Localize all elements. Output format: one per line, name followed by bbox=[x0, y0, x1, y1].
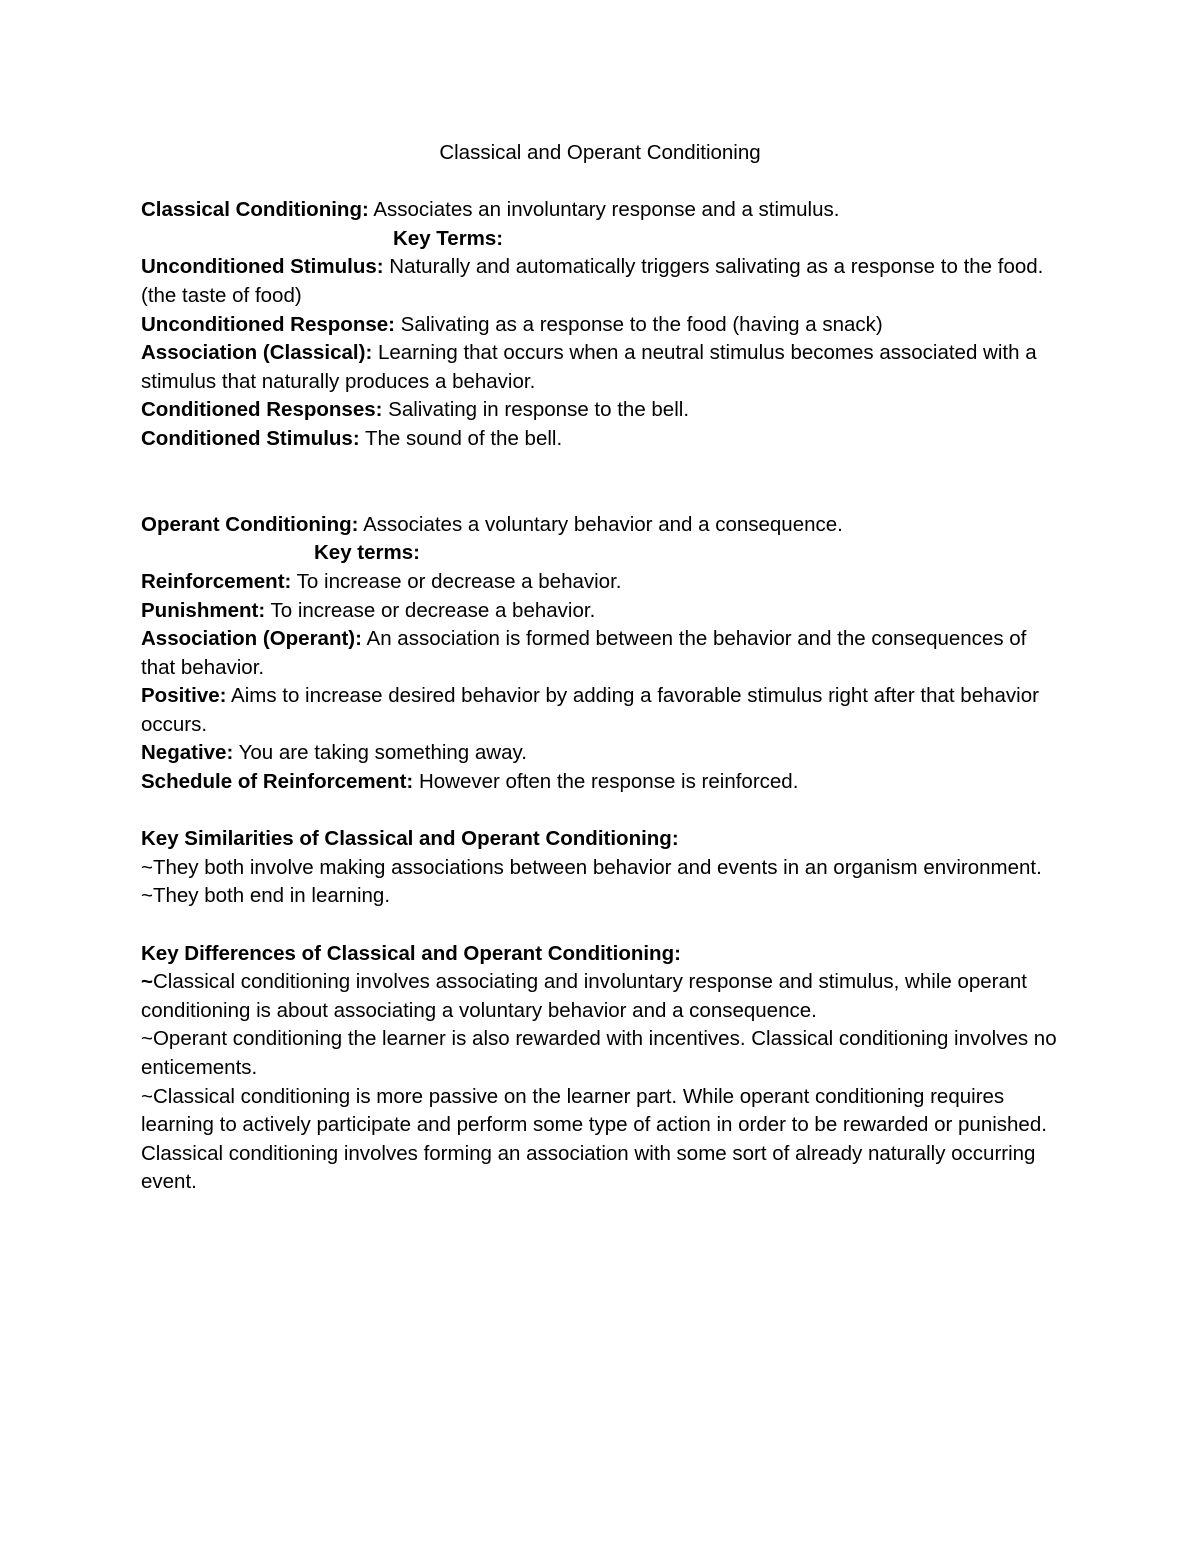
similarity-item: ~They both end in learning. bbox=[141, 884, 391, 908]
term-definition: Salivating in response to the bell. bbox=[382, 398, 690, 422]
term-label: Schedule of Reinforcement: bbox=[141, 770, 414, 794]
operant-key-terms-heading: Key terms: bbox=[314, 541, 420, 565]
definition-item bbox=[141, 396, 1061, 425]
spacer bbox=[141, 911, 1061, 940]
definition-item bbox=[141, 568, 1061, 597]
classical-definition bbox=[141, 196, 1061, 225]
term-definition: Associates a voluntary behavior and a consequence. bbox=[358, 512, 843, 536]
term-label: Negative: bbox=[141, 741, 234, 765]
spacer bbox=[141, 454, 1061, 483]
term-label: Positive: bbox=[141, 684, 227, 708]
definition-item bbox=[141, 768, 1061, 797]
term-label: Unconditioned Response: bbox=[141, 312, 395, 336]
difference-item bbox=[141, 968, 1061, 1025]
term-definition: The sound of the bell. bbox=[359, 426, 563, 450]
term-label: Conditioned Stimulus: bbox=[141, 426, 360, 450]
term-label: Unconditioned Stimulus: bbox=[141, 255, 384, 279]
term-label: Conditioned Responses: bbox=[141, 398, 383, 422]
definition-item bbox=[141, 311, 1061, 340]
term-definition: To increase or decrease a behavior. bbox=[265, 598, 596, 622]
definition-item bbox=[141, 597, 1061, 626]
operant-definition bbox=[141, 511, 1061, 540]
term-definition: You are taking something away. bbox=[233, 741, 527, 765]
term-definition: Aims to increase desired behavior by adding a favorable stimulus right after that behavior occurs. bbox=[141, 684, 1039, 736]
difference-item: ~Classical conditioning is more passive on the learner part. While operant conditioning requires learning to actively participate and perform some type of action in order to be rewarded or punished. Classical conditioning involves forming an association with some sort of already naturally occurring event. bbox=[141, 1084, 1047, 1194]
spacer bbox=[141, 482, 1061, 511]
term-definition: However often the response is reinforced. bbox=[413, 770, 799, 794]
document-title: Classical and Operant Conditioning bbox=[439, 141, 761, 164]
difference-text: Classical conditioning involves associating and involuntary response and stimulus, while operant conditioning is about associating a voluntary behavior and a consequence. bbox=[141, 970, 1027, 1022]
term-label: Reinforcement: bbox=[141, 569, 292, 593]
definition-item bbox=[141, 339, 1061, 396]
term-definition: An association is formed between the behavior and the consequences of that behavior. bbox=[141, 627, 1027, 679]
term-label: Classical Conditioning: bbox=[141, 198, 369, 222]
difference-item: ~Operant conditioning the learner is also rewarded with incentives. Classical conditioning involves no enticements. bbox=[141, 1027, 1057, 1079]
differences-heading: Key Differences of Classical and Operant Conditioning: bbox=[141, 941, 681, 965]
term-label: Operant Conditioning: bbox=[141, 512, 359, 536]
term-definition: Learning that occurs when a neutral stimulus becomes associated with a stimulus that naturally produces a behavior. bbox=[141, 341, 1037, 393]
definition-item bbox=[141, 253, 1061, 310]
similarity-item: ~They both involve making associations between behavior and events in an organism environment. bbox=[141, 855, 1042, 879]
term-label: Punishment: bbox=[141, 598, 266, 622]
definition-item bbox=[141, 739, 1061, 768]
term-definition: Naturally and automatically triggers salivating as a response to the food. (the taste of food) bbox=[141, 255, 1044, 307]
classical-key-terms-heading: Key Terms: bbox=[393, 226, 504, 250]
definition-item bbox=[141, 625, 1061, 682]
document-content bbox=[141, 139, 1061, 1197]
term-definition: Salivating as a response to the food (having a snack) bbox=[394, 312, 883, 336]
term-label: Association (Operant): bbox=[141, 627, 362, 651]
spacer bbox=[141, 797, 1061, 826]
term-definition: Associates an involuntary response and a stimulus. bbox=[368, 198, 840, 222]
term-definition: To increase or decrease a behavior. bbox=[291, 569, 622, 593]
definition-item bbox=[141, 425, 1061, 454]
term-label: Association (Classical): bbox=[141, 341, 373, 365]
definition-item bbox=[141, 682, 1061, 739]
bold-tilde: ~ bbox=[141, 970, 153, 994]
spacer bbox=[141, 168, 1061, 197]
similarities-heading: Key Similarities of Classical and Operant Conditioning: bbox=[141, 827, 679, 851]
